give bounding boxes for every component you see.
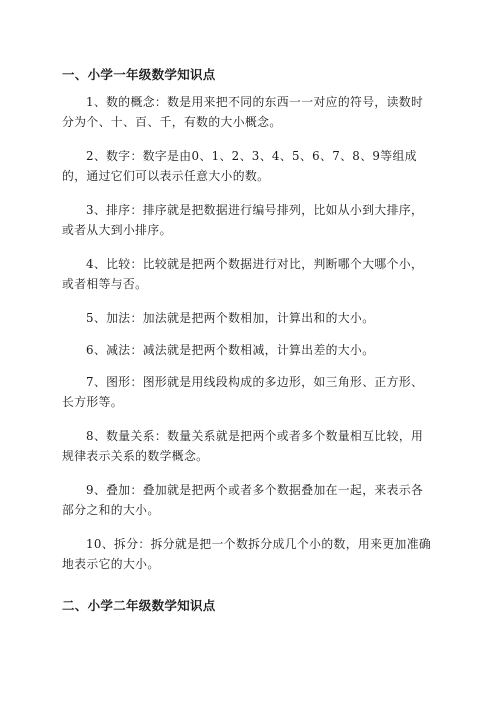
paragraph-item-3: 3、排序：排序就是把数据进行编号排列，比如从小到大排序，或者从大到小排序。 [62, 203, 424, 237]
paragraph-item-6: 6、减法：减法就是把两个数相减，计算出差的大小。 [86, 343, 375, 357]
section-heading-grade-1: 一、小学一年级数学知识点 [62, 67, 216, 82]
paragraph-item-5: 5、加法：加法就是把两个数相加，计算出和的大小。 [86, 311, 375, 325]
paragraph-item-7: 7、图形：图形就是用线段构成的多边形，如三角形、正方形、长方形等。 [62, 375, 424, 409]
paragraph-item-1: 1、数的概念：数是用来把不同的东西一一对应的符号，读数时分为个、十、百、千，有数的大小概念。 [62, 95, 424, 129]
paragraph-item-9: 9、叠加：叠加就是把两个或者多个数据叠加在一起，来表示各部分之和的大小。 [62, 483, 424, 517]
section-heading-grade-2: 二、小学二年级数学知识点 [62, 598, 216, 613]
paragraph-item-10: 10、拆分：拆分就是把一个数拆分成几个小的数，用来更加准确地表示它的大小。 [62, 537, 432, 571]
paragraph-item-8: 8、数量关系：数量关系就是把两个或者多个数量相互比较，用规律表示关系的数学概念。 [62, 429, 424, 463]
paragraph-item-4: 4、比较：比较就是把两个数据进行对比，判断哪个大哪个小，或者相等与否。 [62, 257, 424, 291]
paragraph-item-2: 2、数字：数字是由0、1、2、3、4、5、6、7、8、9等组成的，通过它们可以表示任意大小的数。 [62, 149, 417, 183]
